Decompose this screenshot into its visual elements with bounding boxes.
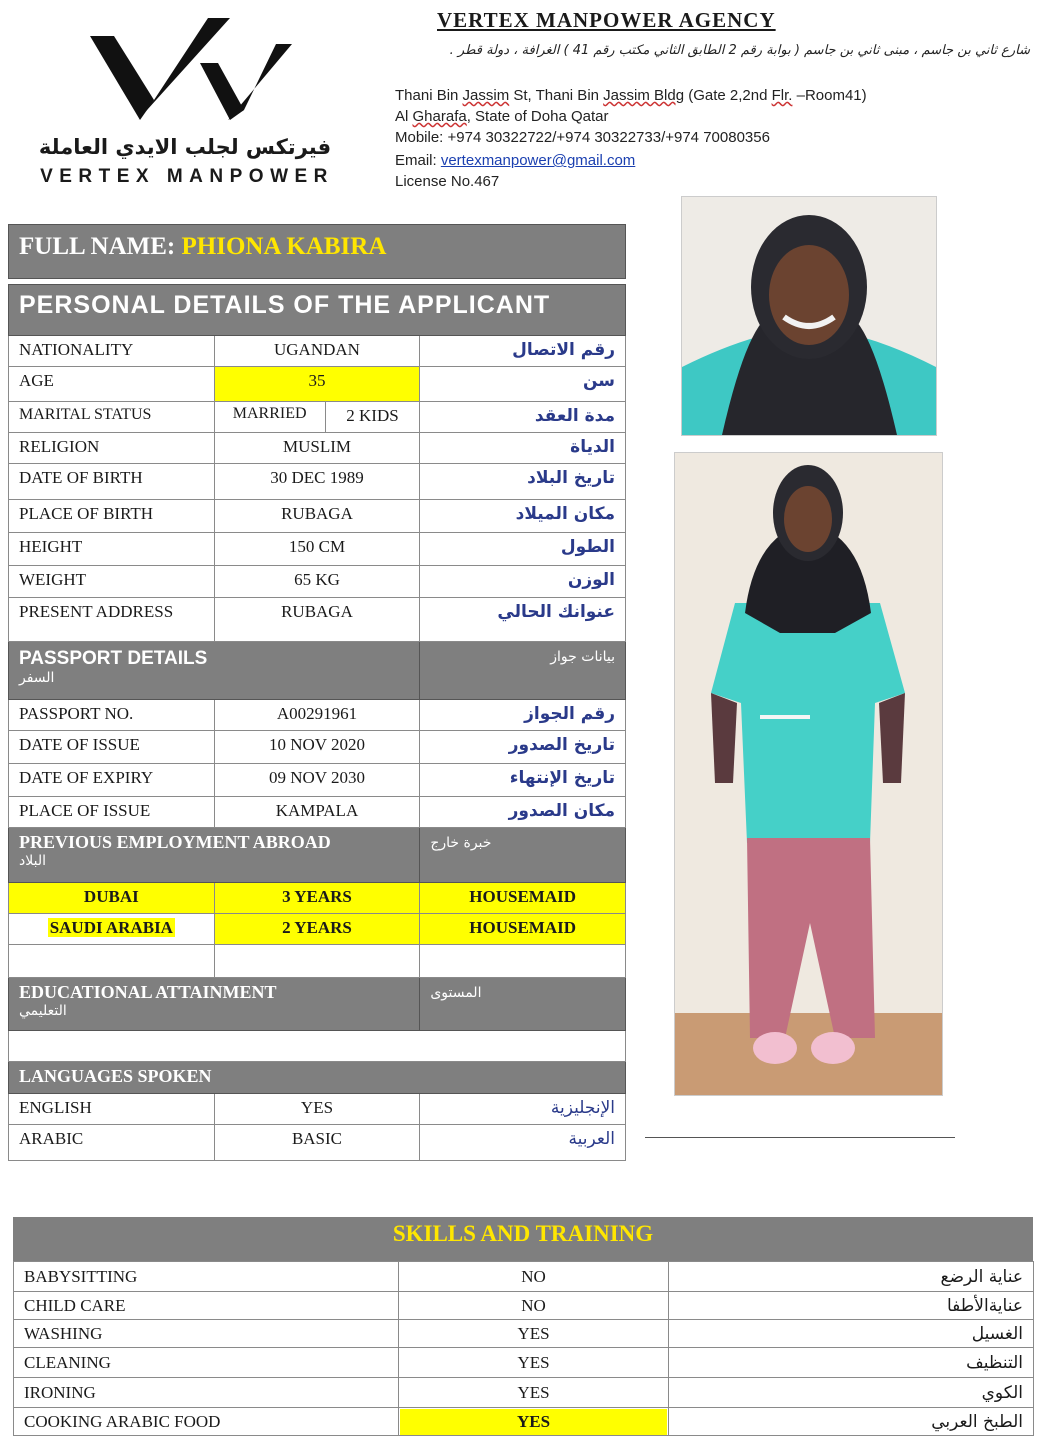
table-row bbox=[9, 883, 626, 914]
agency-name: VERTEX MANPOWER AGENCY bbox=[437, 8, 776, 32]
table-row bbox=[9, 764, 626, 797]
passport-details-title-arabic: بيانات جواز bbox=[420, 642, 626, 700]
table-row bbox=[9, 336, 626, 367]
skill-label-arabic: الغسيل bbox=[669, 1320, 1034, 1348]
employment-role: HOUSEMAID bbox=[420, 883, 626, 914]
table-row bbox=[14, 1408, 1034, 1436]
row-value: KAMPALA bbox=[214, 797, 420, 828]
skill-label: COOKING ARABIC FOOD bbox=[14, 1408, 399, 1436]
row-value: UGANDAN bbox=[214, 336, 420, 367]
table-row bbox=[9, 433, 626, 464]
passport-details-header bbox=[9, 642, 626, 700]
education-title-arabic: المستوى bbox=[420, 978, 626, 1031]
email-link[interactable]: vertexmanpower@gmail.com bbox=[440, 152, 636, 169]
applicant-details-table bbox=[8, 284, 626, 1161]
table-row bbox=[9, 402, 626, 433]
skill-value: YES bbox=[399, 1348, 669, 1378]
table-row bbox=[14, 1348, 1034, 1378]
row-value: YES bbox=[214, 1094, 420, 1125]
row-value: 10 NOV 2020 bbox=[214, 731, 420, 764]
row-label: ARABIC bbox=[9, 1125, 215, 1161]
education-title: EDUCATIONAL ATTAINMENT التعليمي bbox=[9, 978, 420, 1031]
table-row bbox=[9, 731, 626, 764]
employment-years: 3 YEARS bbox=[214, 883, 420, 914]
row-label: ENGLISH bbox=[9, 1094, 215, 1125]
empty-cell bbox=[9, 945, 215, 978]
row-label: MARITAL STATUS bbox=[9, 402, 215, 433]
languages-header bbox=[9, 1062, 626, 1094]
skill-value: NO bbox=[399, 1292, 669, 1320]
row-label-arabic: الوزن bbox=[420, 566, 626, 598]
employment-title-arabic: خبرة خارج bbox=[420, 828, 626, 883]
row-label: DATE OF BIRTH bbox=[9, 464, 215, 500]
employment-years: 2 YEARS bbox=[214, 914, 420, 945]
applicant-portrait-photo bbox=[681, 196, 937, 436]
full-name-bar bbox=[8, 224, 626, 279]
skill-label-arabic: عناية الرضع bbox=[669, 1262, 1034, 1292]
personal-details-title: PERSONAL DETAILS OF THE APPLICANT bbox=[9, 285, 626, 336]
skills-table bbox=[13, 1261, 1034, 1436]
table-row bbox=[14, 1262, 1034, 1292]
employment-country: SAUDI ARABIA bbox=[9, 914, 215, 945]
empty-cell bbox=[420, 945, 626, 978]
table-row bbox=[9, 1125, 626, 1161]
table-row bbox=[14, 1378, 1034, 1408]
full-name-label: FULL NAME: bbox=[19, 233, 182, 260]
skill-label-arabic: الطبخ العربي bbox=[669, 1408, 1034, 1436]
row-label-arabic: سن bbox=[420, 367, 626, 402]
skill-label: WASHING bbox=[14, 1320, 399, 1348]
row-label: DATE OF ISSUE bbox=[9, 731, 215, 764]
table-row bbox=[9, 500, 626, 533]
skill-label: CHILD CARE bbox=[14, 1292, 399, 1320]
address-line-1: Thani Bin Jassim St, Thani Bin Jassim Bldg (Gate 2,2nd Flr. –Room41) bbox=[395, 87, 867, 104]
passport-details-title: PASSPORT DETAILS السفر bbox=[9, 642, 420, 700]
row-label: NATIONALITY bbox=[9, 336, 215, 367]
table-row bbox=[14, 1292, 1034, 1320]
employment-title: PREVIOUS EMPLOYMENT ABROAD البلاد bbox=[9, 828, 420, 883]
table-row bbox=[9, 566, 626, 598]
row-label-arabic: مكان الصدور bbox=[420, 797, 626, 828]
employment-header bbox=[9, 828, 626, 883]
logo-arabic-text: فيرتكس لجلب الايدي العاملة bbox=[38, 135, 332, 159]
row-label-arabic: مكان الميلاد bbox=[420, 500, 626, 533]
table-row bbox=[9, 945, 626, 978]
row-value: MUSLIM bbox=[214, 433, 420, 464]
row-label: PLACE OF ISSUE bbox=[9, 797, 215, 828]
row-label: PLACE OF BIRTH bbox=[9, 500, 215, 533]
empty-cell bbox=[9, 1031, 626, 1062]
employment-role: HOUSEMAID bbox=[420, 914, 626, 945]
row-value: 35 bbox=[214, 367, 420, 402]
personal-details-header bbox=[9, 285, 626, 336]
row-value: RUBAGA bbox=[214, 598, 420, 642]
row-value: A00291961 bbox=[214, 700, 420, 731]
table-row bbox=[9, 1031, 626, 1062]
full-body-image bbox=[675, 453, 942, 1095]
skills-title: SKILLS AND TRAINING bbox=[392, 1221, 654, 1246]
row-value: 65 KG bbox=[214, 566, 420, 598]
skill-label: IRONING bbox=[14, 1378, 399, 1408]
signature-line bbox=[645, 1137, 955, 1138]
table-row bbox=[9, 797, 626, 828]
table-row bbox=[9, 598, 626, 642]
skill-label-arabic: الكوي bbox=[669, 1378, 1034, 1408]
row-label-arabic: الإنجليزية bbox=[420, 1094, 626, 1125]
employment-country: DUBAI bbox=[9, 883, 215, 914]
row-value: 150 CM bbox=[214, 533, 420, 566]
table-row bbox=[9, 1094, 626, 1125]
row-label: PRESENT ADDRESS bbox=[9, 598, 215, 642]
logo-english-text: VERTEX MANPOWER bbox=[40, 166, 334, 187]
row-value: 09 NOV 2030 bbox=[214, 764, 420, 797]
skill-label-arabic: عنايةالأطفا bbox=[669, 1292, 1034, 1320]
address-line-2: Al Gharafa, State of Doha Qatar bbox=[395, 108, 609, 125]
row-label-arabic: الدياة bbox=[420, 433, 626, 464]
agency-logo bbox=[12, 8, 352, 188]
skill-value: YES bbox=[399, 1378, 669, 1408]
row-label: PASSPORT NO. bbox=[9, 700, 215, 731]
table-row bbox=[9, 464, 626, 500]
row-label-arabic: رقم الاتصال bbox=[420, 336, 626, 367]
email-line: Email: vertexmanpower@gmail.com bbox=[395, 152, 636, 169]
skill-label: BABYSITTING bbox=[14, 1262, 399, 1292]
table-row bbox=[9, 914, 626, 945]
row-value: 30 DEC 1989 bbox=[214, 464, 420, 500]
row-label-arabic: رقم الجواز bbox=[420, 700, 626, 731]
full-name-value: PHIONA KABIRA bbox=[181, 233, 387, 260]
row-label: AGE bbox=[9, 367, 215, 402]
mobile-numbers: Mobile: +974 30322722/+974 30322733/+974 70080356 bbox=[395, 129, 770, 146]
portrait-image bbox=[682, 197, 936, 435]
skills-header bbox=[13, 1217, 1033, 1261]
row-label-arabic: مدة العقد bbox=[420, 402, 626, 433]
row-label-arabic: الطول bbox=[420, 533, 626, 566]
education-header bbox=[9, 978, 626, 1031]
table-row bbox=[9, 700, 626, 731]
applicant-full-body-photo bbox=[674, 452, 943, 1096]
row-label-arabic: تاريخ الصدور bbox=[420, 731, 626, 764]
vertex-logo-mark bbox=[12, 8, 352, 133]
row-label: RELIGION bbox=[9, 433, 215, 464]
row-value bbox=[214, 402, 420, 433]
row-label-arabic: تاريخ البلاد bbox=[420, 464, 626, 500]
table-row bbox=[9, 367, 626, 402]
row-label: HEIGHT bbox=[9, 533, 215, 566]
address-arabic: شارع ثاني بن جاسم ، مبنى ثاني بن جاسم ( بوابة رقم 2 الطابق الثاني مكتب رقم 41 ) الغرافة ، دولة قطر . bbox=[449, 43, 1030, 58]
skill-value: NO bbox=[399, 1262, 669, 1292]
table-row bbox=[14, 1320, 1034, 1348]
row-label-arabic: العربية bbox=[420, 1125, 626, 1161]
row-value: BASIC bbox=[214, 1125, 420, 1161]
skill-label: CLEANING bbox=[14, 1348, 399, 1378]
marital-status-value: MARRIED bbox=[232, 405, 307, 422]
skill-label-arabic: التنظيف bbox=[669, 1348, 1034, 1378]
row-label-arabic: تاريخ الإنتهاء bbox=[420, 764, 626, 797]
skill-value: YES bbox=[399, 1320, 669, 1348]
kids-value: 2 KIDS bbox=[325, 402, 420, 432]
row-label-arabic: عنوانك الحالي bbox=[420, 598, 626, 642]
license-number: License No.467 bbox=[395, 173, 500, 190]
row-label: DATE OF EXPIRY bbox=[9, 764, 215, 797]
row-value: RUBAGA bbox=[214, 500, 420, 533]
empty-cell bbox=[214, 945, 420, 978]
languages-title: LANGUAGES SPOKEN bbox=[9, 1062, 626, 1094]
skill-value: YES bbox=[399, 1408, 669, 1436]
table-row bbox=[9, 533, 626, 566]
row-label: WEIGHT bbox=[9, 566, 215, 598]
